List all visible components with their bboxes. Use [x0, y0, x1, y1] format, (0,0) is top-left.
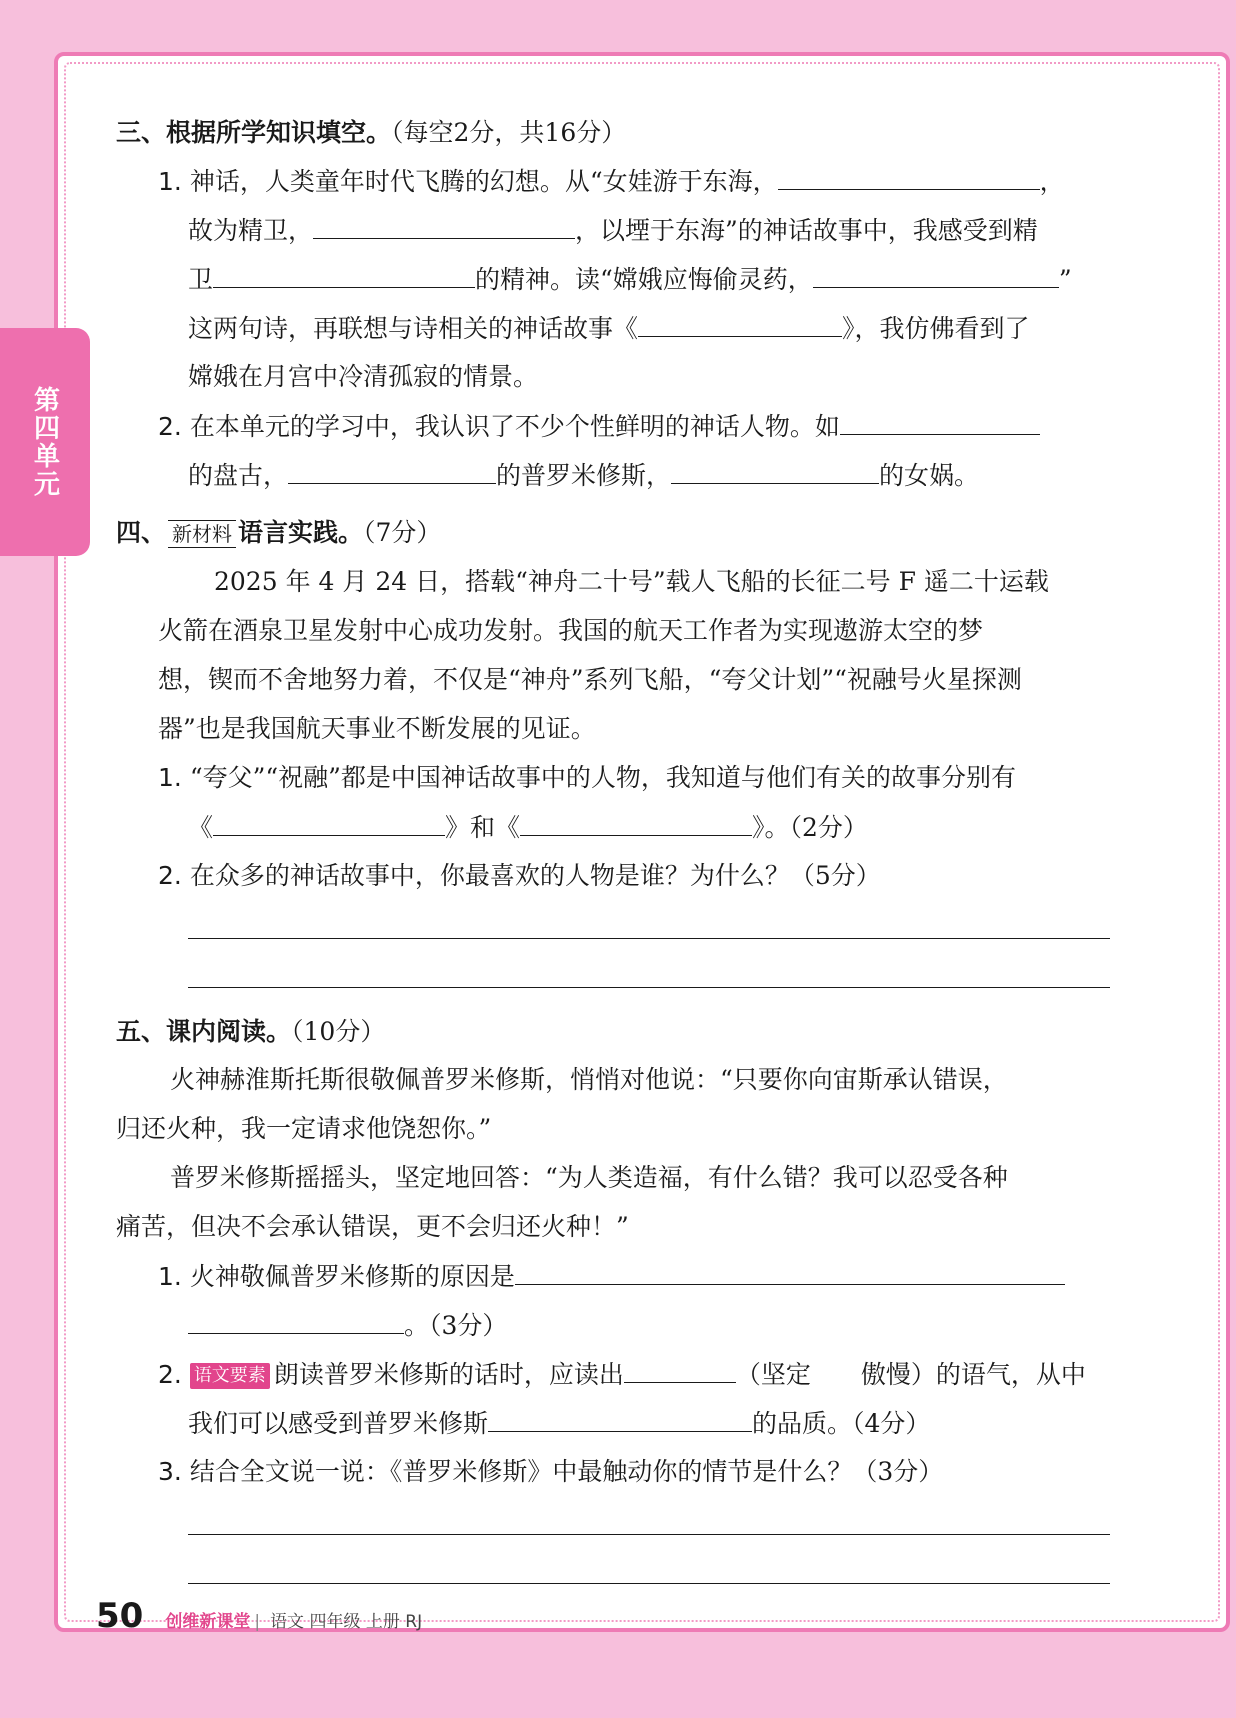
text: ， — [1039, 167, 1065, 196]
fill-blank[interactable] — [638, 308, 842, 337]
text: 》，我仿佛看到了 — [842, 314, 1030, 343]
sec5-para-line: 火神赫淮斯托斯很敬佩普罗米修斯，悄悄对他说：“只要你向宙斯承认错误， — [170, 1065, 1008, 1094]
question-number: 2. — [158, 412, 182, 441]
text: 卫 — [188, 265, 214, 294]
fill-blank[interactable] — [488, 1403, 752, 1432]
section3-title — [116, 113, 626, 153]
brand-name: 创维新课堂 — [165, 1612, 251, 1632]
text: 的盘古， — [188, 461, 289, 490]
unit-side-tab — [0, 328, 90, 556]
sec5-q1-line1 — [158, 1256, 1065, 1297]
text: 在众多的神话故事中，你最喜欢的人物是谁？为什么？（5分） — [189, 861, 881, 890]
section5-title — [116, 1012, 385, 1052]
sec5-para-line: 归还火种，我一定请求他饶恕你。” — [116, 1114, 492, 1143]
sec3-q1-line5 — [188, 357, 538, 397]
text: 神话，人类童年时代飞腾的幻想。从“女娃游于东海， — [189, 167, 778, 196]
sec5-q2-line2 — [188, 1403, 930, 1444]
sec3-q1-line2 — [188, 210, 1038, 251]
sec4-para-line: 2025 年 4 月 24 日，搭载“神舟二十号”载人飞船的长征二号 F 遥二十运载 — [214, 567, 1049, 596]
answer-line[interactable] — [188, 1583, 1110, 1584]
fill-blank[interactable] — [313, 210, 575, 239]
section5-heading: 五、课内阅读。 — [116, 1017, 292, 1046]
question-number: 2. — [158, 1360, 182, 1389]
fill-blank[interactable] — [520, 807, 752, 836]
text: 这两句诗，再联想与诗相关的神话故事《 — [188, 314, 639, 343]
text: 火神敬佩普罗米修斯的原因是 — [189, 1262, 515, 1291]
fill-blank[interactable] — [213, 259, 475, 288]
question-number: 3. — [158, 1457, 182, 1486]
sec5-para-line: 普罗米修斯摇摇头，坚定地回答：“为人类造福，有什么错？我可以忍受各种 — [170, 1163, 1008, 1192]
text: ” — [1058, 265, 1072, 294]
section3-score: （每空2分，共16分） — [391, 118, 627, 147]
text: 故为精卫， — [188, 216, 314, 245]
fill-blank[interactable] — [813, 259, 1059, 288]
fill-blank[interactable] — [671, 455, 879, 484]
text: 。（3分） — [404, 1311, 508, 1340]
fill-blank[interactable] — [288, 455, 496, 484]
fill-blank[interactable] — [515, 1256, 1065, 1285]
answer-line[interactable] — [188, 938, 1110, 939]
sec3-q1-line3 — [188, 259, 1072, 300]
book-info: 语文 四年级 上册 RJ — [270, 1612, 423, 1632]
section3-heading: 三、根据所学知识填空。 — [116, 118, 392, 147]
sec5-q1-line2 — [188, 1305, 507, 1346]
page-number: 50 — [96, 1596, 144, 1636]
sec4-q1-line2 — [188, 807, 868, 848]
fill-blank[interactable] — [624, 1354, 736, 1383]
section4-title — [116, 513, 441, 553]
text: 》。（2分） — [752, 813, 868, 842]
question-number: 1. — [158, 763, 182, 792]
sec4-para-line: 器”也是我国航天事业不断发展的见证。 — [158, 714, 596, 743]
footer-separator: | — [254, 1612, 261, 1632]
question-number: 1. — [158, 167, 182, 196]
text: 《 — [188, 813, 214, 842]
text: 》和《 — [445, 813, 521, 842]
text: 结合全文说一说：《普罗米修斯》中最触动你的情节是什么？（3分） — [189, 1457, 944, 1486]
section4-score: （7分） — [363, 518, 442, 547]
text: 嫦娥在月宫中冷清孤寂的情景。 — [188, 362, 539, 391]
sec3-q2-line1 — [158, 406, 1040, 447]
text: 的精神。读“嫦娥应悔偷灵药， — [475, 265, 813, 294]
section4-heading: 语言实践。 — [238, 518, 364, 547]
sec3-q1-line4 — [188, 308, 1030, 349]
text: 我们可以感受到普罗米修斯 — [188, 1409, 489, 1438]
text: 朗读普罗米修斯的话时，应读出 — [273, 1360, 624, 1389]
sec5-q3-line1 — [158, 1452, 943, 1492]
fill-blank[interactable] — [213, 807, 445, 836]
text: 的女娲。 — [879, 461, 980, 490]
new-material-tag: 新材料 — [168, 520, 236, 548]
unit-tab-label: 第四单元 — [29, 386, 60, 498]
fill-blank[interactable] — [188, 1305, 404, 1334]
answer-line[interactable] — [188, 987, 1110, 988]
section4-heading-prefix: 四、 — [116, 518, 167, 547]
sec3-q2-line2 — [188, 455, 979, 496]
fill-blank[interactable] — [840, 406, 1040, 435]
answer-line[interactable] — [188, 1534, 1110, 1535]
language-element-badge: 语文要素 — [190, 1363, 270, 1389]
text: 的品质。（4分） — [752, 1409, 931, 1438]
page-footer — [96, 1596, 422, 1636]
text: 的普罗米修斯， — [496, 461, 672, 490]
sec5-para-line: 痛苦，但决不会承认错误，更不会归还火种！” — [116, 1212, 629, 1241]
sec4-q1-line1 — [158, 758, 1016, 798]
text: ，以堙于东海”的神话故事中，我感受到精 — [575, 216, 1038, 245]
sec5-q2-line1 — [158, 1354, 1086, 1395]
sec4-para-line: 想，锲而不舍地努力着，不仅是“神舟”系列飞船，“夸父计划”“祝融号火星探测 — [158, 665, 1022, 694]
fill-blank[interactable] — [778, 161, 1040, 190]
text: “夸父”“祝融”都是中国神话故事中的人物，我知道与他们有关的故事分别有 — [189, 763, 1016, 792]
sec3-q1-line1 — [158, 161, 1065, 202]
sec4-para-line: 火箭在酒泉卫星发射中心成功发射。我国的航天工作者为实现遨游太空的梦 — [158, 616, 984, 645]
question-number: 2. — [158, 861, 182, 890]
section5-score: （10分） — [291, 1017, 386, 1046]
question-number: 1. — [158, 1262, 182, 1291]
text: 在本单元的学习中，我认识了不少个性鲜明的神话人物。如 — [189, 412, 840, 441]
sec4-q2-line1 — [158, 856, 881, 896]
text: （坚定 傲慢）的语气，从中 — [735, 1360, 1086, 1389]
